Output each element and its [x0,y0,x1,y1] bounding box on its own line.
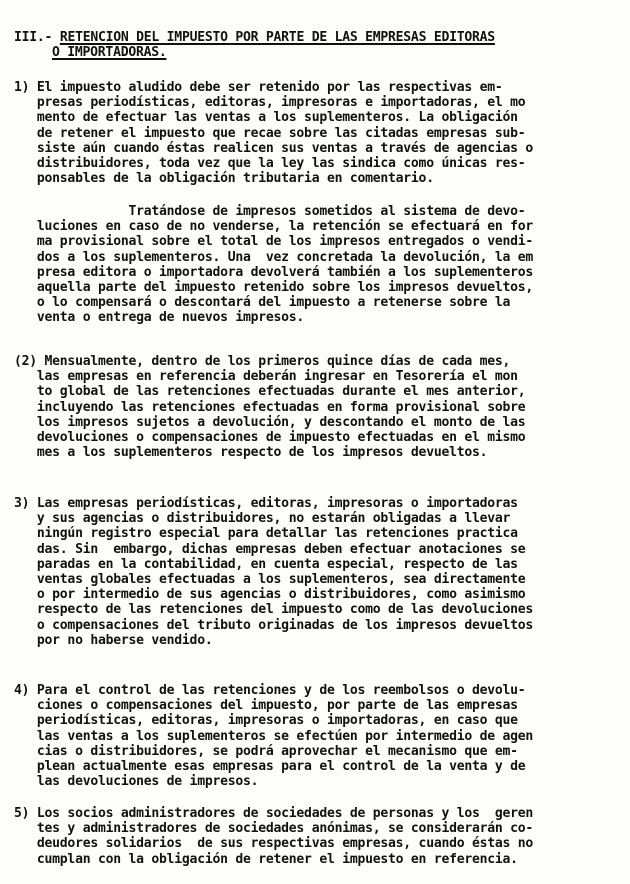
paragraph-line: cumplan con la obligación de retener el impuesto en referencia. [14,851,518,867]
paragraph-line: mento de efectuar las ventas a los suplementeros. La obligación [14,110,518,126]
paragraph-line: las devoluciones de impresos. [14,774,259,790]
paragraph-line: luciones en caso de no venderse, la retención se efectuará en for [14,219,534,235]
paragraph-line: paradas en la contabilidad, en cuenta especial, respecto de las [14,556,518,572]
paragraph-line: aquella parte del impuesto retenido sobre los impresos devueltos, [14,280,534,295]
paragraph-line: devoluciones o compensaciones de impuesto efectuadas en el mismo [14,430,526,445]
paragraph-line: presa editora o importadora devolverá también a los suplementeros [14,264,534,280]
paragraph-line: o por intermedio de sus agencias o distribuidores, como asimismo [14,587,526,603]
paragraph-line: Tratándose de impresos sometidos al sistema de devo- [14,204,526,219]
paragraph-line: ventas globales efectuadas a los suplementeros, sea directamente [14,572,526,587]
paragraph-line: presas periodísticas, editoras, impresoras e importadoras, el mo [14,95,526,111]
paragraph-line: los impresos sujetos a devolución, y descontando el monto de las [14,414,526,430]
paragraph-line: plean actualmente esas empresas para el control de la venta y de [14,759,526,774]
paragraph-line: 1) El impuesto aludido debe ser retenido por las respectivas em- [14,80,503,95]
paragraph-line: ponsables de la obligación tributaria en comentario. [14,171,434,187]
section-title-line-1: RETENCION DEL IMPUESTO POR PARTE DE LAS EMPRESAS EDITORAS [59,30,495,45]
paragraph-line: las ventas a los suplementeros se efectúen por intermedio de agen [14,728,534,744]
paragraph-line: 3) Las empresas periodísticas, editoras, impresoras o importadoras [14,496,518,511]
paragraph-line: incluyendo las retenciones efectuadas en forma provisional sobre [14,399,526,415]
paragraph-line: 4) Para el control de las retenciones y de los reembolsos o devolu- [14,683,526,698]
paragraph-line: y sus agencias o distribuidores, no estarán obligadas a llevar [14,511,511,527]
paragraph-line: venta o entrega de nuevos impresos. [14,310,305,326]
paragraph-line: das. Sin embargo, dichas empresas deben efectuar anotaciones se [14,541,526,557]
paragraph-line: 5) Los socios administradores de sociedades de personas y los geren [14,806,534,821]
paragraph-line: tes y administradores de sociedades anónimas, se considerarán co- [14,821,534,837]
paragraph-line: por no haberse vendido. [14,632,213,648]
paragraph-line: ma provisional sobre el total de los impresos entregados o vendi- [14,234,534,250]
section-heading [14,30,614,60]
paragraph-line: ningún registro especial para detallar las retenciones practica [14,526,518,542]
paragraph-line: distribuidores, toda vez que la ley las sindica como únicas res- [14,156,526,171]
section-number: III.- [14,30,53,45]
paragraph-line: periodísticas, editoras, impresoras o importadoras, en caso que [14,713,518,729]
paragraph-line: to global de las retenciones efectuadas durante el mes anterior, [14,384,526,400]
paragraph-line: cias o distribuidores, se podrá aprovechar el mecanismo que em- [14,743,518,759]
paragraph-line: siste aún cuando éstas realicen sus ventas a través de agencias o [14,140,534,156]
paragraph-line: dos a los suplementeros. Una vez concretada la devolución, la em [14,249,534,265]
paragraph-line: o compensaciones del tributo originadas de los impresos devueltos [14,617,534,633]
paragraph-line: respecto de las retenciones del impuesto como de las devoluciones [14,602,534,618]
paragraph-line: deudores solidarios de sus respectivas empresas, cuando éstas no [14,836,534,852]
paragraph-line: (2) Mensualmente, dentro de los primeros quince días de cada mes, [14,354,511,369]
section-title-line-2: O IMPORTADORAS. [52,45,167,61]
paragraph-line: ciones o compensaciones del impuesto, por parte de las empresas [14,698,518,714]
paragraph-line: las empresas en referencia deberán ingresar en Tesorería el mon [14,369,518,385]
paragraph-line: mes a los suplementeros respecto de los impresos devueltos. [14,445,488,461]
paragraph-line: o lo compensará o descontará del impuesto a retenerse sobre la [14,295,511,311]
paragraph-line: de retener el impuesto que recae sobre las citadas empresas sub- [14,125,526,141]
